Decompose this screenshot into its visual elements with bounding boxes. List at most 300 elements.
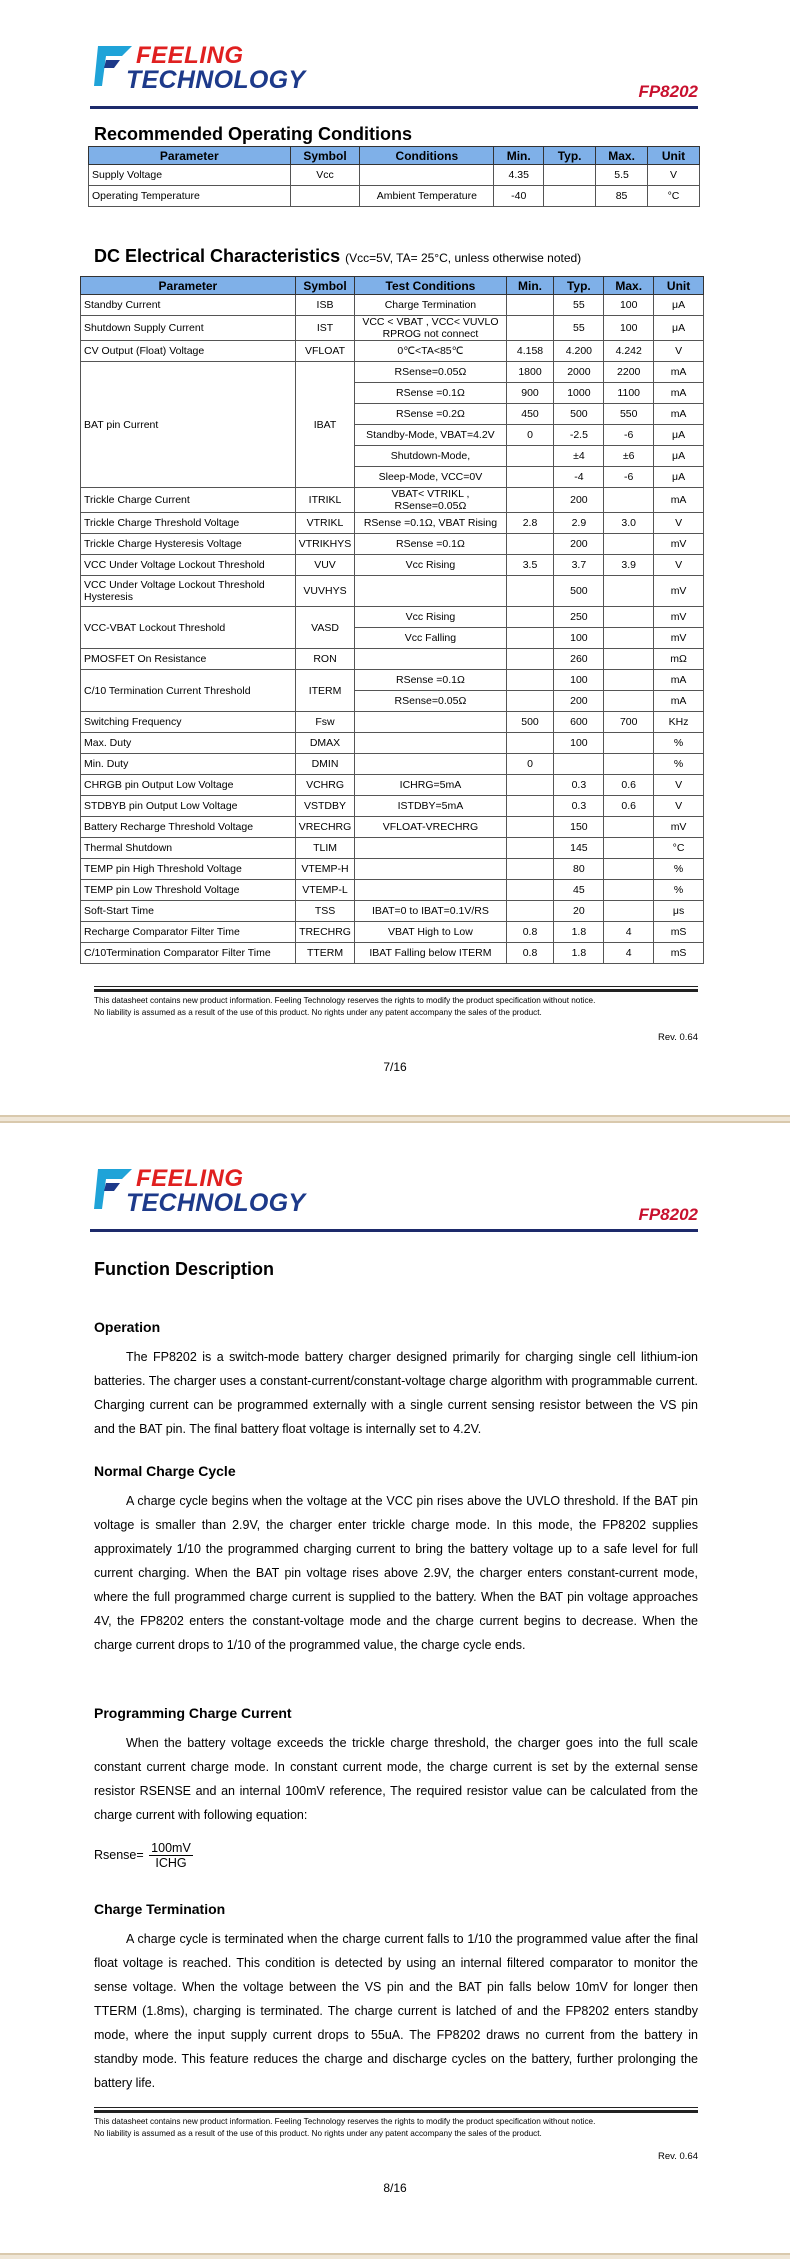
table-cell: 500: [554, 404, 604, 425]
table-cell: [355, 576, 506, 607]
table-row: [81, 712, 704, 733]
table-cell: 1.8: [554, 922, 604, 943]
column-header: Min.: [506, 277, 554, 295]
table-row: [81, 362, 704, 383]
table-cell: IST: [295, 316, 355, 341]
table-cell: Vcc: [290, 165, 360, 186]
table-cell: μA: [654, 446, 704, 467]
table-cell: PMOSFET On Resistance: [81, 649, 296, 670]
table-cell: mA: [654, 670, 704, 691]
table-cell: IBAT=0 to IBAT=0.1V/RS: [355, 901, 506, 922]
table-cell: mS: [654, 943, 704, 964]
column-header: Max.: [596, 147, 648, 165]
table-cell: 4.35: [494, 165, 544, 186]
page-number: 8/16: [383, 2181, 407, 2195]
table-cell: VUV: [295, 555, 355, 576]
logo-text-feeling: FEELING: [136, 1165, 244, 1192]
rec-ops-title: Recommended Operating Conditions: [94, 124, 413, 144]
table-row: [81, 488, 704, 513]
table-cell: ±4: [554, 446, 604, 467]
table-cell: [604, 649, 654, 670]
table-cell: Operating Temperature: [89, 186, 291, 207]
table-cell: C/10Termination Comparator Filter Time: [81, 943, 296, 964]
table-cell: -4: [554, 467, 604, 488]
equation-denominator: ICHG: [155, 1856, 187, 1870]
table-cell: Vcc Falling: [355, 628, 506, 649]
equation-fraction: [149, 1841, 193, 1870]
table-cell: Max. Duty: [81, 733, 296, 754]
page-number: 7/16: [383, 1060, 407, 1074]
dc-title-text: DC Electrical Characteristics: [94, 246, 341, 266]
paragraph-operation: The FP8202 is a switch-mode battery charger designed primarily for charging single cell lithium-ion batteries. The charger uses a constant-current/constant-voltage charge algorithm with programmable current. Charging current can be programmed externally with a single current sensing resistor between the VS pin and the BAT pin. The final battery float voltage is internally set to 4.2V.: [94, 1350, 698, 1436]
table-cell: 1000: [554, 383, 604, 404]
page-header: [90, 30, 698, 110]
cell-line: VCC < VBAT , VCC< VUVLO: [362, 316, 499, 328]
footer-disclaimer: [94, 995, 698, 1019]
table-row: [81, 838, 704, 859]
dc-characteristics-table: [80, 276, 704, 964]
table-cell: μA: [654, 467, 704, 488]
table-cell: [506, 534, 554, 555]
table-cell: 5.5: [596, 165, 648, 186]
table-cell: Fsw: [295, 712, 355, 733]
table-cell: 1.8: [554, 943, 604, 964]
page-separator: [0, 2253, 790, 2259]
table-cell: %: [654, 733, 704, 754]
table-cell: μA: [654, 425, 704, 446]
table-cell: [506, 607, 554, 628]
table-cell: 260: [554, 649, 604, 670]
table-cell: [355, 859, 506, 880]
table-cell: [604, 733, 654, 754]
table-cell: VBAT< VTRIKL , RSense=0.05Ω: [355, 488, 506, 513]
table-cell: CV Output (Float) Voltage: [81, 341, 296, 362]
disclaimer-line: No liability is assumed as a result of the use of this product. No rights under any patent accompany the sales of the product.: [94, 1008, 542, 1017]
table-cell: TSS: [295, 901, 355, 922]
table-cell: 2.8: [506, 513, 554, 534]
header-divider: [90, 106, 698, 109]
company-logo: [90, 42, 305, 98]
table-cell: %: [654, 859, 704, 880]
table-cell: [604, 534, 654, 555]
table-cell: [604, 880, 654, 901]
table-cell: °C: [648, 186, 700, 207]
table-cell: 4.242: [604, 341, 654, 362]
table-cell: [506, 859, 554, 880]
column-header: Symbol: [290, 147, 360, 165]
table-cell: [604, 817, 654, 838]
logo-text-technology: TECHNOLOGY: [126, 1189, 306, 1217]
table-cell: mV: [654, 817, 704, 838]
table-cell: Soft-Start Time: [81, 901, 296, 922]
table-cell: [355, 733, 506, 754]
table-row: [81, 796, 704, 817]
table-cell: Supply Voltage: [89, 165, 291, 186]
section-heading-operation: Operation: [94, 1319, 161, 1335]
table-cell: 150: [554, 817, 604, 838]
table-cell: 100: [554, 628, 604, 649]
table-cell: 20: [554, 901, 604, 922]
table-row: [81, 607, 704, 628]
cell-line: RPROG not connect: [382, 328, 479, 340]
table-cell: [506, 467, 554, 488]
table-cell: IBAT: [295, 362, 355, 488]
table-cell: mA: [654, 362, 704, 383]
paragraph-normal-charge: A charge cycle begins when the voltage at the VCC pin rises above the UVLO threshold. If the BAT pin voltage is smaller than 2.9V, the charger enter trickle charge mode. In this mode, the FP8202 supplies approximately 1/10 the programmed charging current to bring the battery voltage up to a safe level for full current charging. When the BAT pin voltage rises above 2.9V, the charger enters constant-current mode, where the full programmed charge current is supplied to the battery. When the BAT pin voltage approaches 4V, the FP8202 enters the constant-voltage mode and the charge current begins to decrease. When the charge current drops to 1/10 of the programmed value, the charge cycle ends.: [94, 1494, 698, 1652]
company-logo: [90, 1165, 305, 1221]
table-cell: VRECHRG: [295, 817, 355, 838]
table-row: [81, 733, 704, 754]
table-cell: 4.200: [554, 341, 604, 362]
table-cell: VTRIKHYS: [295, 534, 355, 555]
footer-rule-thin: [94, 2107, 698, 2108]
table-cell: 100: [604, 316, 654, 341]
table-cell: Ambient Temperature: [360, 186, 494, 207]
table-cell: V: [654, 513, 704, 534]
table-cell: mΩ: [654, 649, 704, 670]
table-header-row: [81, 277, 704, 295]
table-cell: [544, 165, 596, 186]
column-header: Min.: [494, 147, 544, 165]
table-cell: 3.9: [604, 555, 654, 576]
footer-rule-thick: [94, 2110, 698, 2113]
table-cell: VCC Under Voltage Lockout Threshold Hysteresis: [81, 576, 296, 607]
table-cell: IBAT Falling below ITERM: [355, 943, 506, 964]
table-cell: 85: [596, 186, 648, 207]
table-cell: ±6: [604, 446, 654, 467]
table-cell: V: [654, 796, 704, 817]
table-cell: [506, 796, 554, 817]
table-cell: Trickle Charge Current: [81, 488, 296, 513]
table-cell: [506, 316, 554, 341]
table-cell: Shutdown Supply Current: [81, 316, 296, 341]
table-cell: TEMP pin High Threshold Voltage: [81, 859, 296, 880]
table-cell: TRECHRG: [295, 922, 355, 943]
table-cell: 900: [506, 383, 554, 404]
table-cell: 1800: [506, 362, 554, 383]
table-cell: RSense =0.1Ω, VBAT Rising: [355, 513, 506, 534]
table-cell: [360, 165, 494, 186]
column-header: Unit: [654, 277, 704, 295]
table-row: [81, 943, 704, 964]
table-cell: ICHRG=5mA: [355, 775, 506, 796]
table-cell: mS: [654, 922, 704, 943]
table-cell: 500: [506, 712, 554, 733]
table-cell: [506, 775, 554, 796]
table-cell: RSense =0.1Ω: [355, 534, 506, 555]
dc-conditions-note: (Vcc=5V, TA= 25°C, unless otherwise noted): [345, 251, 582, 265]
table-cell: Trickle Charge Hysteresis Voltage: [81, 534, 296, 555]
table-row: [81, 670, 704, 691]
table-cell: -2.5: [554, 425, 604, 446]
table-cell: [604, 859, 654, 880]
table-cell: 0.6: [604, 775, 654, 796]
table-cell: VUVHYS: [295, 576, 355, 607]
table-cell: 4: [604, 922, 654, 943]
table-cell: 2200: [604, 362, 654, 383]
rec-ops-table: [88, 146, 700, 207]
table-row: [81, 817, 704, 838]
table-cell: [506, 446, 554, 467]
table-cell: [604, 628, 654, 649]
table-cell: ITERM: [295, 670, 355, 712]
table-cell: 55: [554, 316, 604, 341]
table-cell: [604, 901, 654, 922]
table-cell: 100: [604, 295, 654, 316]
table-cell: Thermal Shutdown: [81, 838, 296, 859]
table-cell: Standby Current: [81, 295, 296, 316]
table-row: [81, 922, 704, 943]
page-separator: [0, 1115, 790, 1123]
table-cell: 0.3: [554, 796, 604, 817]
table-cell: [506, 295, 554, 316]
table-cell: BAT pin Current: [81, 362, 296, 488]
table-header-row: [89, 147, 700, 165]
revision-label: Rev. 0.64: [658, 1032, 698, 1043]
table-row: [89, 165, 700, 186]
section-heading-termination: Charge Termination: [94, 1901, 226, 1917]
table-cell: C/10 Termination Current Threshold: [81, 670, 296, 712]
table-cell: V: [654, 555, 704, 576]
rsense-equation: [94, 1841, 193, 1870]
table-cell: Battery Recharge Threshold Voltage: [81, 817, 296, 838]
table-cell: Trickle Charge Threshold Voltage: [81, 513, 296, 534]
table-cell: VTRIKL: [295, 513, 355, 534]
table-cell: 3.5: [506, 555, 554, 576]
table-cell: 2000: [554, 362, 604, 383]
table-cell: [506, 576, 554, 607]
table-cell: RSense=0.05Ω: [355, 362, 506, 383]
column-header: Symbol: [295, 277, 355, 295]
table-cell: [355, 880, 506, 901]
table-cell: %: [654, 754, 704, 775]
table-cell: DMIN: [295, 754, 355, 775]
table-cell: 0.8: [506, 943, 554, 964]
table-cell: 550: [604, 404, 654, 425]
page-title: Function Description: [94, 1259, 274, 1279]
table-cell: -6: [604, 425, 654, 446]
table-cell: μA: [654, 295, 704, 316]
table-cell: [506, 488, 554, 513]
table-row: [81, 295, 704, 316]
table-cell: 45: [554, 880, 604, 901]
paragraph-termination: A charge cycle is terminated when the charge current falls to 1/10 the programmed value after the final float voltage is reached. This condition is detected by using an internal filtered comparator to monitor the sense voltage. When the voltage between the VS pin and the BAT pin falls below 10mV for longer then TTERM (1.8ms), charging is terminated. The charge current is latched of and the FP8202 enters standby mode, where the input supply current drops to 55uA. The FP8202 draws no current from the battery in standby mode. This feature reduces the charge and discharge cycles on the battery, further prolonging the battery life.: [94, 1932, 698, 2090]
table-cell: TLIM: [295, 838, 355, 859]
table-cell: [604, 838, 654, 859]
table-cell: 0: [506, 425, 554, 446]
table-cell: ITRIKL: [295, 488, 355, 513]
column-header: Parameter: [81, 277, 296, 295]
table-cell: [506, 817, 554, 838]
model-number: FP8202: [638, 1205, 698, 1224]
table-cell: [506, 649, 554, 670]
page-header: [90, 1153, 698, 1233]
table-cell: 0.6: [604, 796, 654, 817]
table-cell: 500: [554, 576, 604, 607]
table-cell: VFLOAT: [295, 341, 355, 362]
table-cell: %: [654, 880, 704, 901]
table-cell: μs: [654, 901, 704, 922]
table-cell: VCC Under Voltage Lockout Threshold: [81, 555, 296, 576]
table-cell: RON: [295, 649, 355, 670]
footer-rule-thin: [94, 986, 698, 987]
paragraph-programming: When the battery voltage exceeds the trickle charge threshold, the charger goes into the full scale constant current charge mode. In constant current mode, the charge current is set by the external sense resistor RSENSE and an internal 100mV reference, The required resistor value can be calculated from the charge current with following equation:: [94, 1736, 698, 1822]
table-row: [81, 341, 704, 362]
table-cell: STDBYB pin Output Low Voltage: [81, 796, 296, 817]
footer-rule-thick: [94, 989, 698, 992]
table-cell: -40: [494, 186, 544, 207]
section-heading-normal-charge: Normal Charge Cycle: [94, 1463, 236, 1479]
table-cell: °C: [654, 838, 704, 859]
table-cell: 700: [604, 712, 654, 733]
table-cell: VSTDBY: [295, 796, 355, 817]
table-cell: mA: [654, 404, 704, 425]
table-cell: 55: [554, 295, 604, 316]
table-cell: mV: [654, 628, 704, 649]
datasheet-page-7: [0, 0, 790, 1115]
model-number: FP8202: [638, 82, 698, 101]
table-row: [81, 901, 704, 922]
logo-text-feeling: FEELING: [136, 42, 244, 69]
table-cell: Vcc Rising: [355, 607, 506, 628]
table-cell: Min. Duty: [81, 754, 296, 775]
table-cell: [506, 901, 554, 922]
column-header: Test Conditions: [355, 277, 506, 295]
table-cell: 250: [554, 607, 604, 628]
table-cell: 100: [554, 733, 604, 754]
table-cell: 0: [506, 754, 554, 775]
table-row: [81, 649, 704, 670]
table-cell: KHz: [654, 712, 704, 733]
table-cell: ISTDBY=5mA: [355, 796, 506, 817]
table-cell: TEMP pin Low Threshold Voltage: [81, 880, 296, 901]
header-divider: [90, 1229, 698, 1232]
table-cell: 0℃<TA<85℃: [355, 341, 506, 362]
table-cell: 200: [554, 534, 604, 555]
table-cell: 3.0: [604, 513, 654, 534]
table-cell: VCHRG: [295, 775, 355, 796]
table-cell: 600: [554, 712, 604, 733]
column-header: Parameter: [89, 147, 291, 165]
table-cell: VCC-VBAT Lockout Threshold: [81, 607, 296, 649]
table-cell: 200: [554, 691, 604, 712]
table-cell: Shutdown-Mode,: [355, 446, 506, 467]
table-cell: RSense =0.1Ω: [355, 670, 506, 691]
disclaimer-line: This datasheet contains new product information. Feeling Technology reserves the rights to modify the product specification without notice.: [94, 2117, 596, 2126]
table-cell: CHRGB pin Output Low Voltage: [81, 775, 296, 796]
section-heading-programming: Programming Charge Current: [94, 1705, 292, 1721]
table-cell: Sleep-Mode, VCC=0V: [355, 467, 506, 488]
table-cell: [506, 838, 554, 859]
revision-label: Rev. 0.64: [658, 2151, 698, 2162]
table-cell: [290, 186, 360, 207]
table-cell: VASD: [295, 607, 355, 649]
table-cell: μA: [654, 316, 704, 341]
table-cell: 200: [554, 488, 604, 513]
table-cell: Vcc Rising: [355, 555, 506, 576]
table-row: [89, 186, 700, 207]
table-cell: [355, 712, 506, 733]
table-cell: TTERM: [295, 943, 355, 964]
table-cell: [355, 316, 506, 341]
table-cell: Standby-Mode, VBAT=4.2V: [355, 425, 506, 446]
column-header: Conditions: [360, 147, 494, 165]
table-cell: [355, 649, 506, 670]
table-cell: 0.8: [506, 922, 554, 943]
table-cell: Charge Termination: [355, 295, 506, 316]
table-cell: 450: [506, 404, 554, 425]
logo-text-technology: TECHNOLOGY: [126, 66, 306, 94]
table-cell: mV: [654, 576, 704, 607]
table-cell: [506, 733, 554, 754]
table-cell: Recharge Comparator Filter Time: [81, 922, 296, 943]
table-cell: VBAT High to Low: [355, 922, 506, 943]
table-cell: DMAX: [295, 733, 355, 754]
table-cell: [544, 186, 596, 207]
table-cell: mA: [654, 691, 704, 712]
table-row: [81, 534, 704, 555]
table-row: [81, 859, 704, 880]
equation-numerator: 100mV: [151, 1841, 191, 1855]
table-cell: -6: [604, 467, 654, 488]
table-cell: ISB: [295, 295, 355, 316]
table-cell: RSense =0.2Ω: [355, 404, 506, 425]
table-row: [81, 316, 704, 341]
table-cell: [506, 691, 554, 712]
table-cell: RSense=0.05Ω: [355, 691, 506, 712]
table-cell: [604, 576, 654, 607]
table-cell: [604, 691, 654, 712]
table-cell: [604, 754, 654, 775]
table-cell: 0.3: [554, 775, 604, 796]
table-row: [81, 555, 704, 576]
table-cell: 4.158: [506, 341, 554, 362]
table-cell: V: [648, 165, 700, 186]
datasheet-page-8: [0, 1123, 790, 2263]
table-cell: [604, 670, 654, 691]
table-cell: V: [654, 775, 704, 796]
table-cell: [506, 670, 554, 691]
table-cell: Switching Frequency: [81, 712, 296, 733]
column-header: Typ.: [544, 147, 596, 165]
table-cell: 4: [604, 943, 654, 964]
table-cell: [506, 628, 554, 649]
table-cell: 80: [554, 859, 604, 880]
table-cell: 2.9: [554, 513, 604, 534]
disclaimer-line: No liability is assumed as a result of the use of this product. No rights under any patent accompany the sales of the product.: [94, 2129, 542, 2138]
table-row: [81, 754, 704, 775]
table-cell: 145: [554, 838, 604, 859]
column-header: Typ.: [554, 277, 604, 295]
table-cell: 3.7: [554, 555, 604, 576]
table-cell: VTEMP-H: [295, 859, 355, 880]
table-cell: mV: [654, 534, 704, 555]
footer-disclaimer: [94, 2116, 698, 2140]
table-row: [81, 576, 704, 607]
table-cell: mV: [654, 607, 704, 628]
table-cell: mA: [654, 488, 704, 513]
table-row: [81, 880, 704, 901]
table-cell: 1100: [604, 383, 654, 404]
table-cell: [604, 488, 654, 513]
table-cell: VFLOAT-VRECHRG: [355, 817, 506, 838]
table-cell: [604, 607, 654, 628]
table-cell: 100: [554, 670, 604, 691]
disclaimer-line: This datasheet contains new product information. Feeling Technology reserves the rights to modify the product specification without notice.: [94, 996, 596, 1005]
table-cell: RSense =0.1Ω: [355, 383, 506, 404]
table-cell: [355, 838, 506, 859]
table-row: [81, 775, 704, 796]
